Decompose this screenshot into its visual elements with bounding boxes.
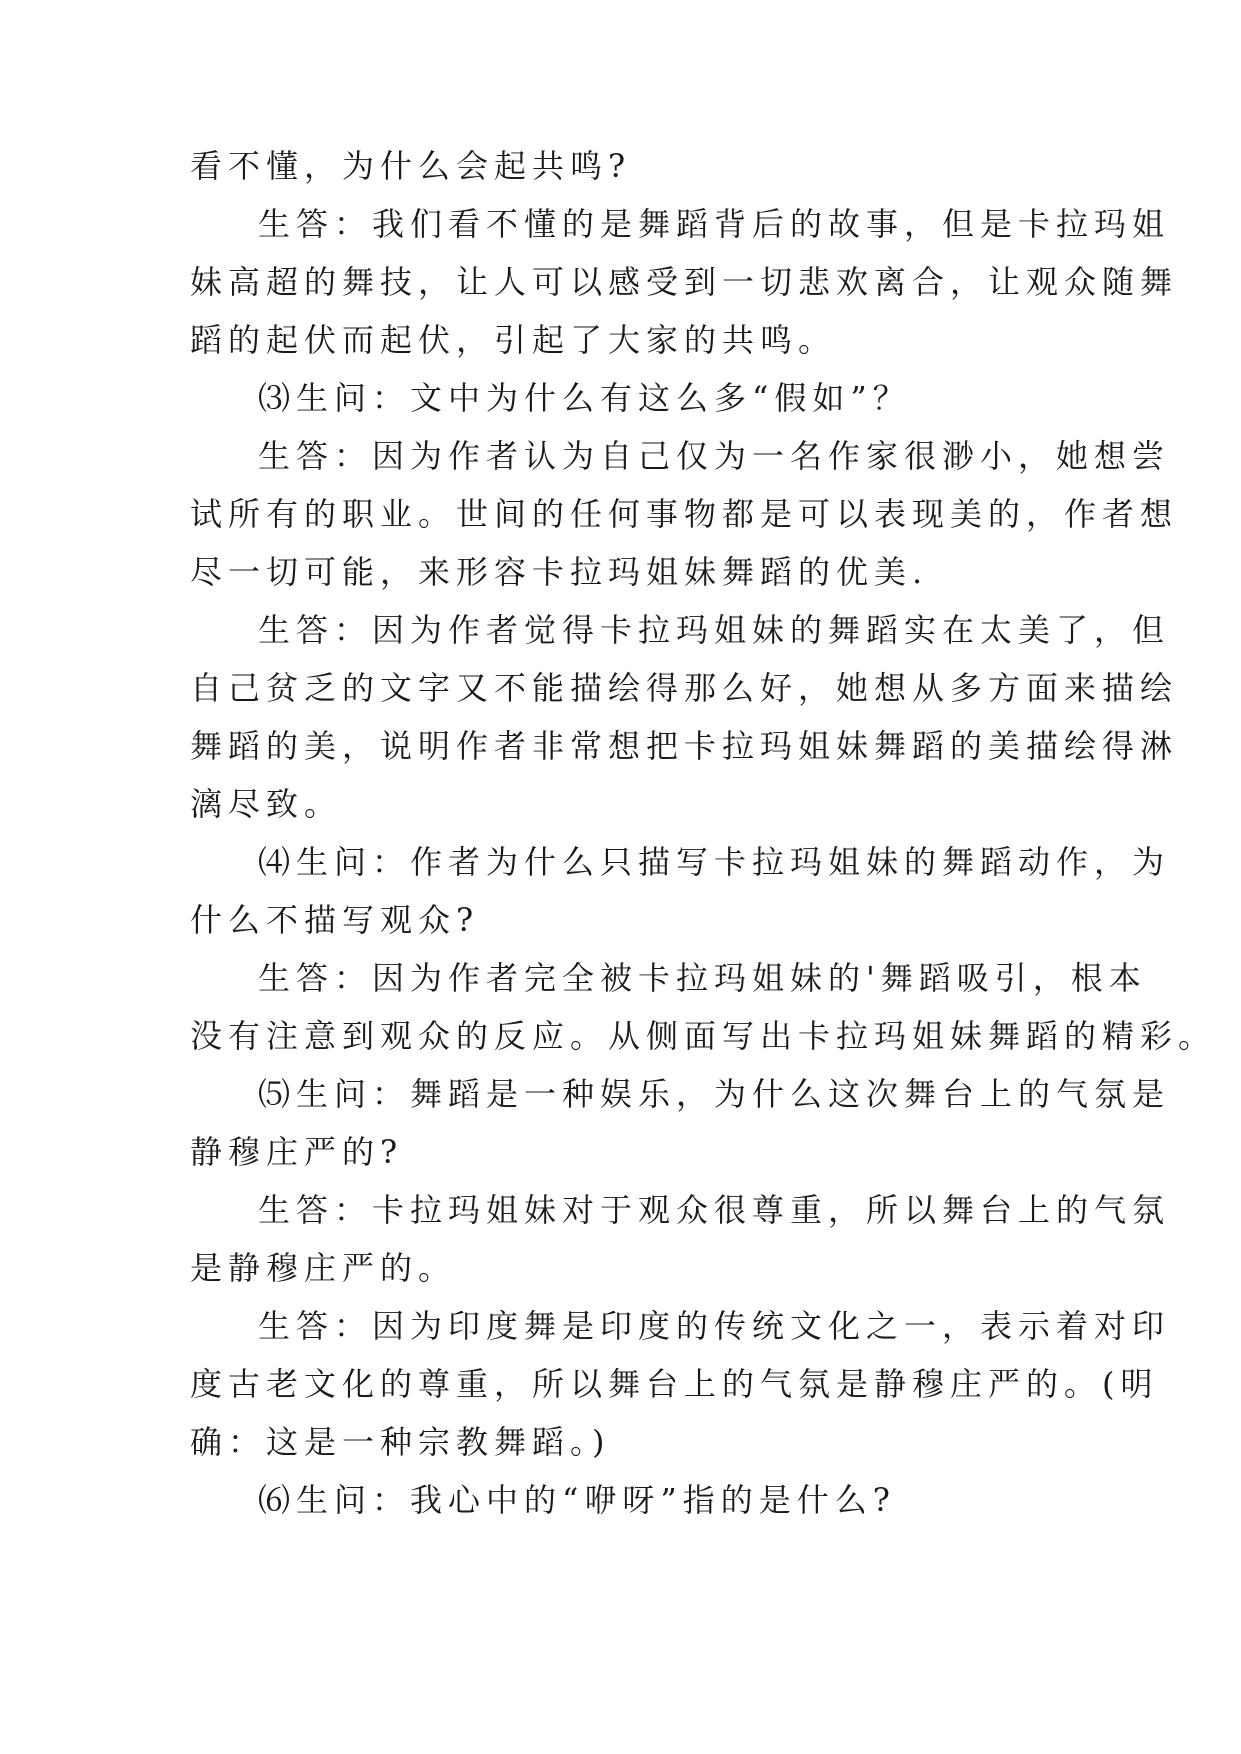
text-line: 没有注意到观众的反应。从侧面写出卡拉玛姐妹舞蹈的精彩。 [190,1017,1217,1055]
text-line: ⑸生问：舞蹈是一种娱乐，为什么这次舞台上的气氛是 [258,1075,1171,1113]
text-line: 舞蹈的美，说明作者非常想把卡拉玛姐妹舞蹈的美描绘得淋 [190,727,1179,765]
text-line: 生答：卡拉玛姐妹对于观众很尊重，所以舞台上的气氛 [258,1191,1171,1229]
text-line: ⑷生问：作者为什么只描写卡拉玛姐妹的舞蹈动作，为 [258,843,1171,881]
text-line: 是静穆庄严的。 [190,1249,457,1287]
text-line: 生答：我们看不懂的是舞蹈背后的故事，但是卡拉玛姐 [258,205,1171,243]
text-line: 尽一切可能，来形容卡拉玛姐妹舞蹈的优美. [190,553,929,591]
text-line: ⑹生问：我心中的“咿呀”指的是什么? [258,1481,896,1519]
text-line: 什么不描写观众? [190,901,480,939]
text-line: 生答：因为作者完全被卡拉玛姐妹的'舞蹈吸引，根本 [258,959,1147,997]
text-line: 度古老文化的尊重，所以舞台上的气氛是静穆庄严的。(明 [190,1365,1159,1403]
text-line: 生答：因为作者觉得卡拉玛姐妹的舞蹈实在太美了，但 [258,611,1171,649]
text-line: 漓尽致。 [190,785,343,823]
text-line: 看不懂，为什么会起共鸣? [190,147,632,185]
text-line: 生答：因为作者认为自己仅为一名作家很渺小，她想尝 [258,437,1171,475]
text-line: 自己贫乏的文字又不能描绘得那么好，她想从多方面来描绘 [190,669,1179,707]
text-line: 蹈的起伏而起伏，引起了大家的共鸣。 [190,321,837,359]
text-line: 妹高超的舞技，让人可以感受到一切悲欢离合，让观众随舞 [190,263,1179,301]
text-line: ⑶生问：文中为什么有这么多“假如”？ [258,379,911,417]
text-line: 确：这是一种宗教舞蹈。) [190,1423,611,1461]
text-line: 试所有的职业。世间的任何事物都是可以表现美的，作者想 [190,495,1179,533]
text-line: 静穆庄严的? [190,1133,404,1171]
text-line: 生答：因为印度舞是印度的传统文化之一，表示着对印 [258,1307,1171,1345]
